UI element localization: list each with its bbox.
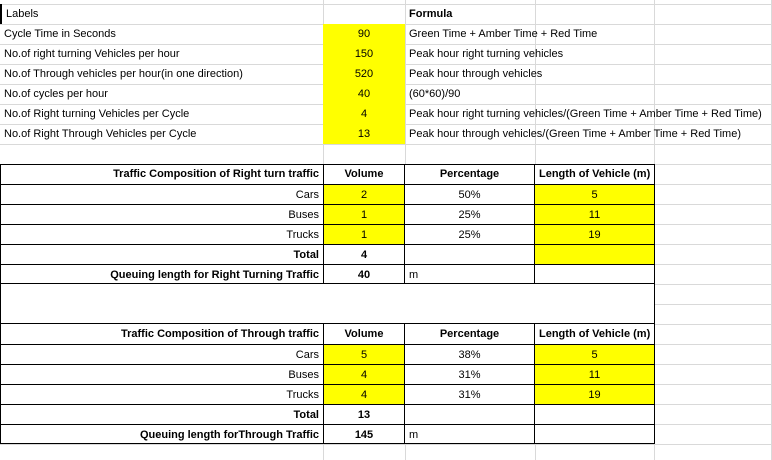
- input-value-right-per-cycle[interactable]: 4: [323, 104, 405, 124]
- through-row-trucks-volume[interactable]: 4: [324, 384, 405, 404]
- through-row-buses-percentage[interactable]: 31%: [405, 364, 535, 384]
- right-turn-total-empty[interactable]: [405, 244, 535, 264]
- through-row-buses-length[interactable]: 11: [535, 364, 655, 384]
- right-turn-total-value[interactable]: 4: [324, 244, 405, 264]
- through-total-value[interactable]: 13: [324, 404, 405, 424]
- through-title[interactable]: Traffic Composition of Through traffic: [0, 324, 324, 344]
- input-value-through-per-cycle[interactable]: 13: [323, 124, 405, 144]
- right-turn-row-buses-length[interactable]: 11: [535, 204, 655, 224]
- right-turn-title[interactable]: Traffic Composition of Right turn traffic: [0, 164, 324, 184]
- input-formula-right-turning[interactable]: Peak hour right turning vehicles: [409, 48, 564, 60]
- right-turn-row-buses-volume[interactable]: 1: [324, 204, 405, 224]
- through-row-trucks-length[interactable]: 19: [535, 384, 655, 404]
- right-turn-row-buses-label[interactable]: Buses: [0, 204, 324, 224]
- through-volume-header[interactable]: Volume: [324, 324, 405, 344]
- through-total-length-empty[interactable]: [535, 404, 655, 424]
- right-turn-percentage-header[interactable]: Percentage: [405, 164, 535, 184]
- gridline: [0, 144, 772, 145]
- through-row-trucks-percentage[interactable]: 31%: [405, 384, 535, 404]
- input-label-cycles[interactable]: No.of cycles per hour: [4, 88, 108, 100]
- right-turn-queue-label[interactable]: Queuing length for Right Turning Traffic: [0, 264, 324, 284]
- labels-header[interactable]: Labels: [0, 4, 323, 24]
- right-turn-total-length-empty[interactable]: [535, 244, 655, 264]
- input-value-cycles[interactable]: 40: [323, 84, 405, 104]
- through-percentage-header[interactable]: Percentage: [405, 324, 535, 344]
- input-formula-through-per-cycle[interactable]: Peak hour through vehicles/(Green Time + Amber Time + Red Time): [409, 128, 741, 140]
- gridline: [0, 444, 772, 445]
- through-total-label[interactable]: Total: [0, 404, 324, 424]
- through-queue-label[interactable]: Queuing length forThrough Traffic: [0, 424, 324, 444]
- input-label-through-per-cycle[interactable]: No.of Right Through Vehicles per Cycle: [4, 128, 197, 140]
- input-value-through[interactable]: 520: [323, 64, 405, 84]
- input-value-right-turning[interactable]: 150: [323, 44, 405, 64]
- through-queue-value[interactable]: 145: [324, 424, 405, 444]
- through-row-cars-percentage[interactable]: 38%: [405, 344, 535, 364]
- input-formula-cycles[interactable]: (60*60)/90: [409, 88, 461, 100]
- through-row-buses-label[interactable]: Buses: [0, 364, 324, 384]
- input-formula-cycle-time[interactable]: Green Time + Amber Time + Red Time: [409, 28, 598, 40]
- right-turn-row-cars-length[interactable]: 5: [535, 184, 655, 204]
- right-turn-row-buses-percentage[interactable]: 25%: [405, 204, 535, 224]
- through-row-cars-label[interactable]: Cars: [0, 344, 324, 364]
- right-turn-queue-value[interactable]: 40: [324, 264, 405, 284]
- right-turn-row-trucks-length[interactable]: 19: [535, 224, 655, 244]
- right-turn-length-header[interactable]: Length of Vehicle (m): [535, 164, 655, 184]
- input-label-through[interactable]: No.of Through vehicles per hour(in one direction): [4, 68, 243, 80]
- right-turn-row-trucks-percentage[interactable]: 25%: [405, 224, 535, 244]
- through-row-cars-volume[interactable]: 5: [324, 344, 405, 364]
- right-turn-queue-empty[interactable]: [535, 264, 655, 284]
- formula-header[interactable]: Formula: [409, 8, 453, 20]
- input-label-right-turning[interactable]: No.of right turning Vehicles per hour: [4, 48, 180, 60]
- right-turn-row-cars-percentage[interactable]: 50%: [405, 184, 535, 204]
- right-turn-row-cars-label[interactable]: Cars: [0, 184, 324, 204]
- right-turn-total-label[interactable]: Total: [0, 244, 324, 264]
- input-label-cycle-time[interactable]: Cycle Time in Seconds: [4, 28, 116, 40]
- merged-spacer-cell[interactable]: [0, 284, 655, 324]
- right-turn-queue-unit[interactable]: m: [405, 264, 535, 284]
- right-turn-row-trucks-label[interactable]: Trucks: [0, 224, 324, 244]
- through-length-header[interactable]: Length of Vehicle (m): [535, 324, 655, 344]
- input-value-cycle-time[interactable]: 90: [323, 24, 405, 44]
- right-turn-row-trucks-volume[interactable]: 1: [324, 224, 405, 244]
- right-turn-row-cars-volume[interactable]: 2: [324, 184, 405, 204]
- input-formula-through[interactable]: Peak hour through vehicles: [409, 68, 543, 80]
- through-total-empty[interactable]: [405, 404, 535, 424]
- through-queue-unit[interactable]: m: [405, 424, 535, 444]
- through-row-cars-length[interactable]: 5: [535, 344, 655, 364]
- through-queue-empty[interactable]: [535, 424, 655, 444]
- through-row-buses-volume[interactable]: 4: [324, 364, 405, 384]
- right-turn-volume-header[interactable]: Volume: [324, 164, 405, 184]
- through-row-trucks-label[interactable]: Trucks: [0, 384, 324, 404]
- input-formula-right-per-cycle[interactable]: Peak hour right turning vehicles/(Green Time + Amber Time + Red Time): [409, 108, 762, 120]
- input-label-right-per-cycle[interactable]: No.of Right turning Vehicles per Cycle: [4, 108, 190, 120]
